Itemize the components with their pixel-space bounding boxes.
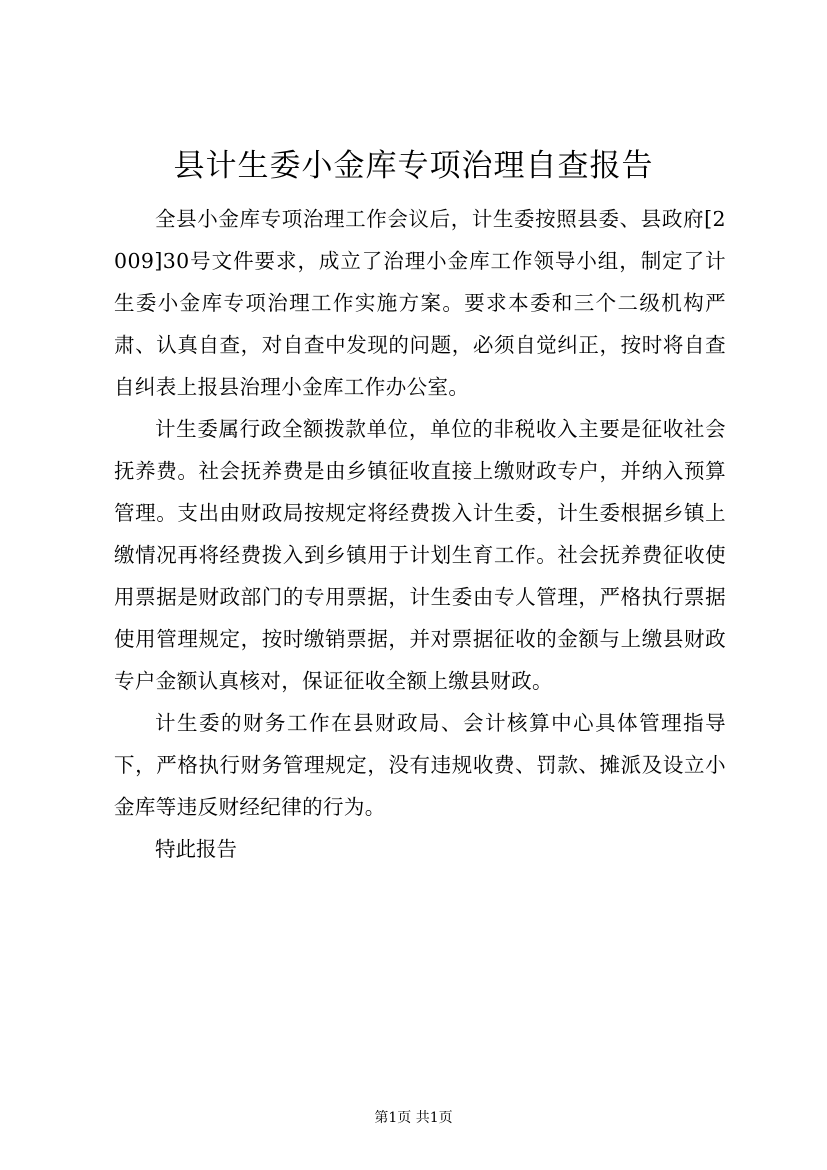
closing-line: 特此报告 (155, 837, 237, 861)
paragraph-2: 计生委属行政全额拨款单位，单位的非税收入主要是征收社会抚养费。社会抚养费是由乡镇征收直接上缴财政专户，并纳入预算管理。支出由财政局按规定将经费拨入计生委，计生委根据乡镇上缴情况再将经费拨入到乡镇用于计划生育工作。社会抚养费征收使用票据是财政部门的专用票据，计生委由专人管理，严格执行票据使用管理规定，按时缴销票据，并对票据征收的金额与上缴县财政专户金额认真核对，保证征收全额上缴县财政。 (114, 417, 726, 693)
document-title: 县计生委小金库专项治理自查报告 (173, 148, 654, 184)
paragraph-1: 全县小金库专项治理工作会议后，计生委按照县委、县政府[2009]30号文件要求，成立了治理小金库工作领导小组，制定了计生委小金库专项治理工作实施方案。要求本委和三个二级机构严肃、认真自查，对自查中发现的问题，必须自觉纠正，按时将自查自纠表上报县治理小金库工作办公室。 (114, 207, 726, 399)
paragraph-3: 计生委的财务工作在县财政局、会计核算中心具体管理指导下，严格执行财务管理规定，没有违规收费、罚款、摊派及设立小金库等违反财经纪律的行为。 (114, 711, 726, 819)
document-body (114, 198, 726, 870)
page-footer: 第1页 共1页 (374, 1110, 453, 1126)
